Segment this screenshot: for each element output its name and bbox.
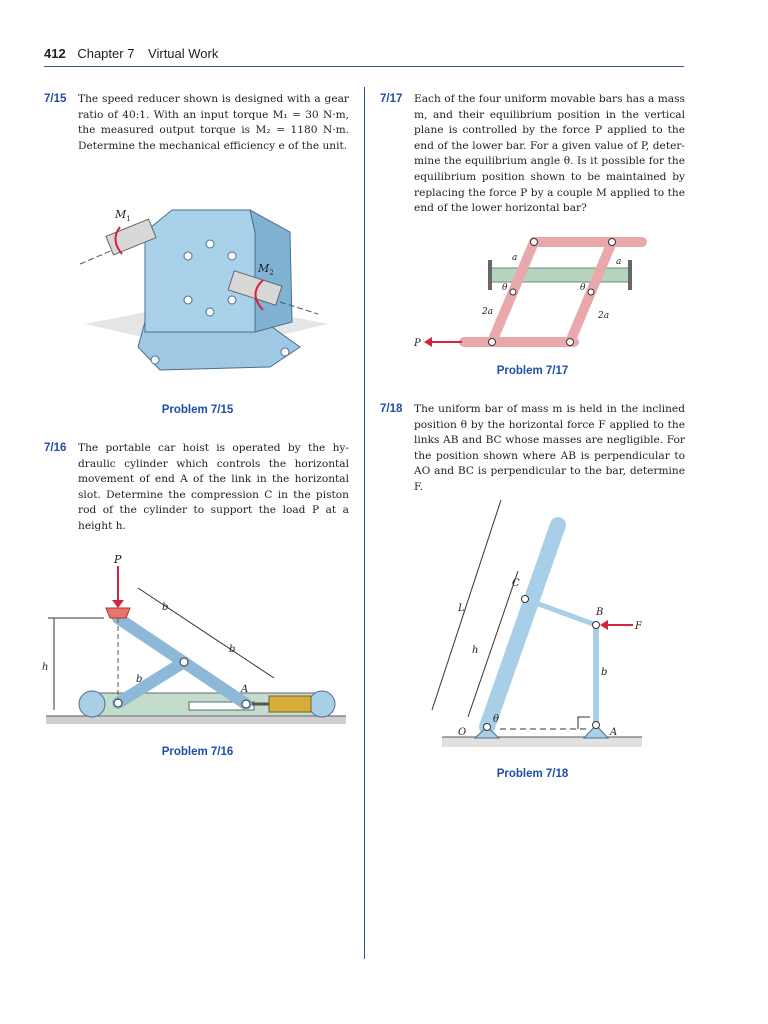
l-dimension: [432, 500, 501, 710]
problem-number: 7/18: [380, 403, 403, 415]
label-c: C: [512, 578, 520, 589]
force-p-arrowhead: [424, 337, 432, 347]
force-f-arrowhead: [600, 620, 608, 630]
label-a: A: [610, 727, 618, 738]
ground: [442, 737, 642, 747]
label-b1: b: [162, 602, 169, 613]
label-2a-left: 2a: [482, 307, 494, 317]
right-angle-a: [578, 717, 590, 729]
label-b3: b: [136, 674, 143, 685]
label-l: L: [458, 603, 465, 614]
car-hoist-figure: [44, 550, 354, 740]
problem-7-17: [380, 92, 685, 217]
speed-reducer-figure: [60, 192, 350, 387]
label-b-point: B: [596, 607, 604, 618]
label-a2: a: [616, 257, 622, 267]
wheel-right: [309, 691, 335, 717]
label-f: F: [635, 621, 642, 632]
label-m2: $M_2$: [258, 262, 274, 277]
label-theta: θ: [493, 714, 500, 725]
chapter-label: Chapter 7: [77, 46, 135, 61]
load-p-arrowhead: [112, 600, 124, 608]
hydraulic-cylinder: [269, 696, 311, 712]
b-dimension: [138, 588, 274, 678]
fixed-bar: [490, 268, 630, 282]
problem-7-15: [44, 92, 349, 154]
problem-7-18: [380, 402, 685, 496]
label-a: A: [241, 684, 249, 695]
label-theta1: θ: [502, 283, 508, 293]
label-theta2: θ: [580, 283, 586, 293]
label-h: h: [472, 645, 479, 656]
reducer-housing: [145, 210, 255, 332]
label-b2: b: [229, 644, 236, 655]
label-o: O: [458, 727, 467, 738]
caption-7-15: Problem 7/15: [161, 404, 234, 416]
problem-7-16: [44, 441, 349, 535]
fixed-support-left: [488, 260, 492, 290]
problem-text: The uniform bar of mass m is held in the inclined position θ by the horizontal force F applied to the links AB and BC whose masses are negligible. For the position shown where AB is perpendicular to AO and BC is perpendicular to the bar, determine F.: [414, 403, 685, 493]
chapter-title: Virtual Work: [148, 46, 219, 61]
problem-number: 7/17: [380, 93, 403, 105]
label-b-length: b: [601, 667, 608, 678]
label-a1: a: [512, 253, 518, 263]
label-m1: $M_1$: [115, 208, 131, 223]
label-2a-right: 2a: [598, 311, 610, 321]
four-bar-figure: [412, 232, 652, 354]
label-h: h: [42, 662, 49, 673]
four-bar-pins: [489, 239, 616, 346]
caption-7-18: Problem 7/18: [496, 768, 569, 780]
problem-text: Each of the four uniform movable bars has a mass m, and their equilibrium position in the vertical plane is controlled by the force P applied to the end of the lower bar. For a given value of P, deter- mine the equilibrium angle θ. Is it possible for the equilibrium position shown to be maintained by replacing the force P by a couple M applied to the end of the lower horizontal bar?: [414, 93, 685, 215]
label-p: P: [114, 553, 122, 566]
problem-text: The speed reducer shown is designed with a gear ratio of 40:1. With an input torque M₁ = 30 N·m, the measured output torque is M₂ = 1180 N·m. Determine the mechanical efficiency e of the unit.: [78, 93, 349, 152]
caption-7-16: Problem 7/16: [161, 746, 234, 758]
problem-number: 7/15: [44, 93, 67, 105]
label-p: P: [414, 338, 421, 349]
wheel-left: [79, 691, 105, 717]
column-divider: [364, 87, 365, 959]
fixed-support-right: [628, 260, 632, 290]
problem-number: 7/16: [44, 442, 67, 454]
inclined-bar-figure: [418, 495, 658, 755]
inclined-bar: [487, 525, 558, 727]
header-rule: [44, 66, 684, 67]
caption-7-17: Problem 7/17: [496, 365, 569, 377]
pin-a: [242, 700, 250, 708]
page-header: [44, 46, 684, 68]
page-number: 412: [44, 46, 66, 61]
problem-text: The portable car hoist is operated by the hy- draulic cylinder which controls the horizontal movement of end A of the link in the horizontal slot. Determine the compression C in the piston rod of the cylinder to support the load P at a height h.: [78, 442, 349, 532]
pin-base: [114, 699, 122, 707]
load-pad: [106, 608, 130, 618]
pin-mid: [180, 658, 188, 666]
